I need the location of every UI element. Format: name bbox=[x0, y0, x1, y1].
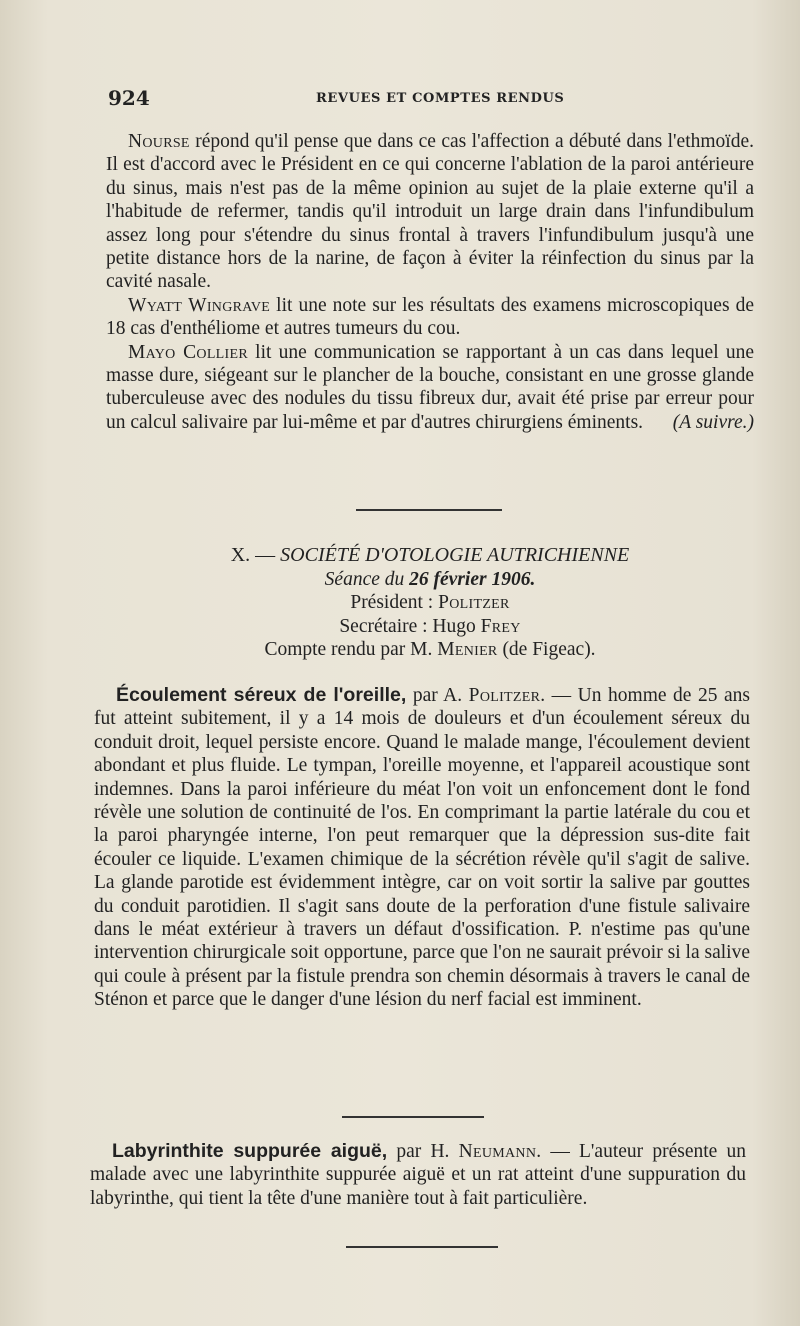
article-author: Politzer bbox=[468, 685, 541, 706]
speaker-name: Mayo Collier bbox=[128, 341, 248, 363]
article-text: . — L'auteur présente un malade avec une labyrinthite suppurée aiguë et un rat atteint d'une suppuration du labyrinthe, qui tient la tête d'une manière tout à fait particulière. bbox=[90, 1141, 747, 1209]
article-politzer: Écoulement séreux de l'oreille, par A. Politzer. — Un homme de 25 ans fut atteint subitement, il y a 14 mois de douleurs et d'un écoulement séreux du conduit droit, lequel persiste encore. Quand le malade mange, l'écoulement devient abondant et plus fluide. Le tympan, l'oreille moyenne, et l'appareil acoustique sont indemnes. Dans la paroi inférieure du méat l'on voit un enfoncement dont le fond révèle une solution de continuité de l'os. En comprimant la partie latérale du cou et la paroi pharyngée interne, l'on peut remarquer que la dépression sus-dite fait écouler ce liquide. L'examen chimique de la sécrétion révèle qu'il s'agit de salive. La glande parotide est évidemment intègre, car on voit sortir la salive par gouttes du conduit parotidien. Il s'agit sans doute de la perforation d'une fistule salivaire dans le méat extérieur à travers un défaut d'ossification. P. n'estime pas qu'une intervention chirurgicale soit opportune, parce que l'on ne saurait prévoir si la salive qui coule à présent par la fistule prendra son chemin désormais à travers le canal de Sténon et parce que le danger d'une lésion du nerf facial est imminent. bbox=[94, 684, 750, 1011]
article-divider bbox=[342, 1116, 484, 1118]
paragraph-text: répond qu'il pense que dans ce cas l'affection a débuté dans l'ethmoïde. Il est d'accord avec le Président en ce qui concerne l'ablation de la paroi antérieure du sinus, mais n'est pas de la même opinion au sujet de la plaie externe qu'il a l'habitude de refermer, tandis qu'il introduit un large drain dans l'infundibulum assez long pour s'étendre du sinus frontal à travers l'infundibulum jusqu'à une petite distance hors de la narine, de façon à éviter la réinfection du sinus par la cavité nasale. bbox=[106, 131, 754, 293]
continued-section bbox=[106, 130, 754, 434]
article-title: Labyrinthite suppurée aiguë, bbox=[112, 1140, 388, 1162]
article-title: Écoulement séreux de l'oreille, bbox=[116, 684, 407, 706]
society-heading bbox=[100, 544, 760, 662]
compte-rendu-line: Compte rendu par M. Menier (de Figeac). bbox=[264, 639, 596, 660]
page-header bbox=[108, 86, 748, 114]
article-neumann: Labyrinthite suppurée aiguë, par H. Neumann. — L'auteur présente un malade avec une labyrinthite suppurée aiguë et un rat atteint d'une suppuration du labyrinthe, qui tient la tête d'une manière tout à fait particulière. bbox=[90, 1140, 747, 1209]
paragraph-text: lit une communication se rapportant à un cas dans lequel une masse dure, siégeant sur le plancher de la bouche, consistant en une grosse glande tuberculeuse avec des nodules du tissu fibreux dur, avait été prise par erreur pour un calcul salivaire par lui-même et par d'autres chirurgiens éminents. bbox=[106, 341, 754, 433]
paragraph-text: lit une note sur les résultats des examens microscopiques de 18 cas d'enthéliome et autres tumeurs du cou. bbox=[106, 294, 754, 340]
society-title: X. — SOCIÉTÉ D'OTOLOGIE AUTRICHIENNE bbox=[230, 544, 630, 566]
a-suivre-note: (A suivre.) bbox=[672, 411, 754, 433]
secretaire-line: Secrétaire : Hugo Frey bbox=[339, 615, 521, 637]
paragraph-nourse bbox=[106, 130, 754, 294]
president-line: Président : Politzer bbox=[350, 592, 510, 613]
running-head: REVUES ET COMPTES RENDUS bbox=[316, 91, 565, 106]
bottom-divider bbox=[346, 1246, 498, 1248]
article-text: . — Un homme de 25 ans fut atteint subitement, il y a 14 mois de douleurs et d'un écoulement séreux du conduit droit, lequel persiste encore. Quand le malade mange, l'écoulement devient abondant et plus fluide. Le tympan, l'oreille moyenne, et l'appareil acoustique sont indemnes. Dans la paroi inférieure du méat l'on voit un enfoncement dont le fond révèle une solution de continuité de l'os. En comprimant la partie latérale du cou et la paroi pharyngée interne, l'on peut remarquer que la dépression sus-dite fait écouler ce liquide. L'examen chimique de la sécrétion révèle qu'il s'agit de salive. La glande parotide est évidemment intègre, car on voit sortir la salive par gouttes du conduit parotidien. Il s'agit sans doute de la perforation d'une fistule salivaire dans le méat extérieur à travers un défaut d'ossification. P. n'estime pas qu'une intervention chirurgicale soit opportune, parce que l'on ne saurait prévoir si la salive qui coule à présent par la fistule prendra son chemin désormais à travers le canal de Sténon et parce que le danger d'une lésion du nerf facial est imminent. bbox=[94, 685, 750, 1011]
paragraph-wingrave bbox=[106, 294, 754, 341]
seance-line: Séance du 26 février 1906. bbox=[324, 568, 536, 590]
speaker-name: Nourse bbox=[128, 131, 190, 152]
speaker-name: Wyatt Wingrave bbox=[128, 294, 271, 316]
section-divider bbox=[356, 509, 502, 511]
article-author: Neumann bbox=[458, 1141, 537, 1162]
paragraph-collier bbox=[106, 341, 754, 435]
page-number: 924 bbox=[108, 86, 150, 110]
